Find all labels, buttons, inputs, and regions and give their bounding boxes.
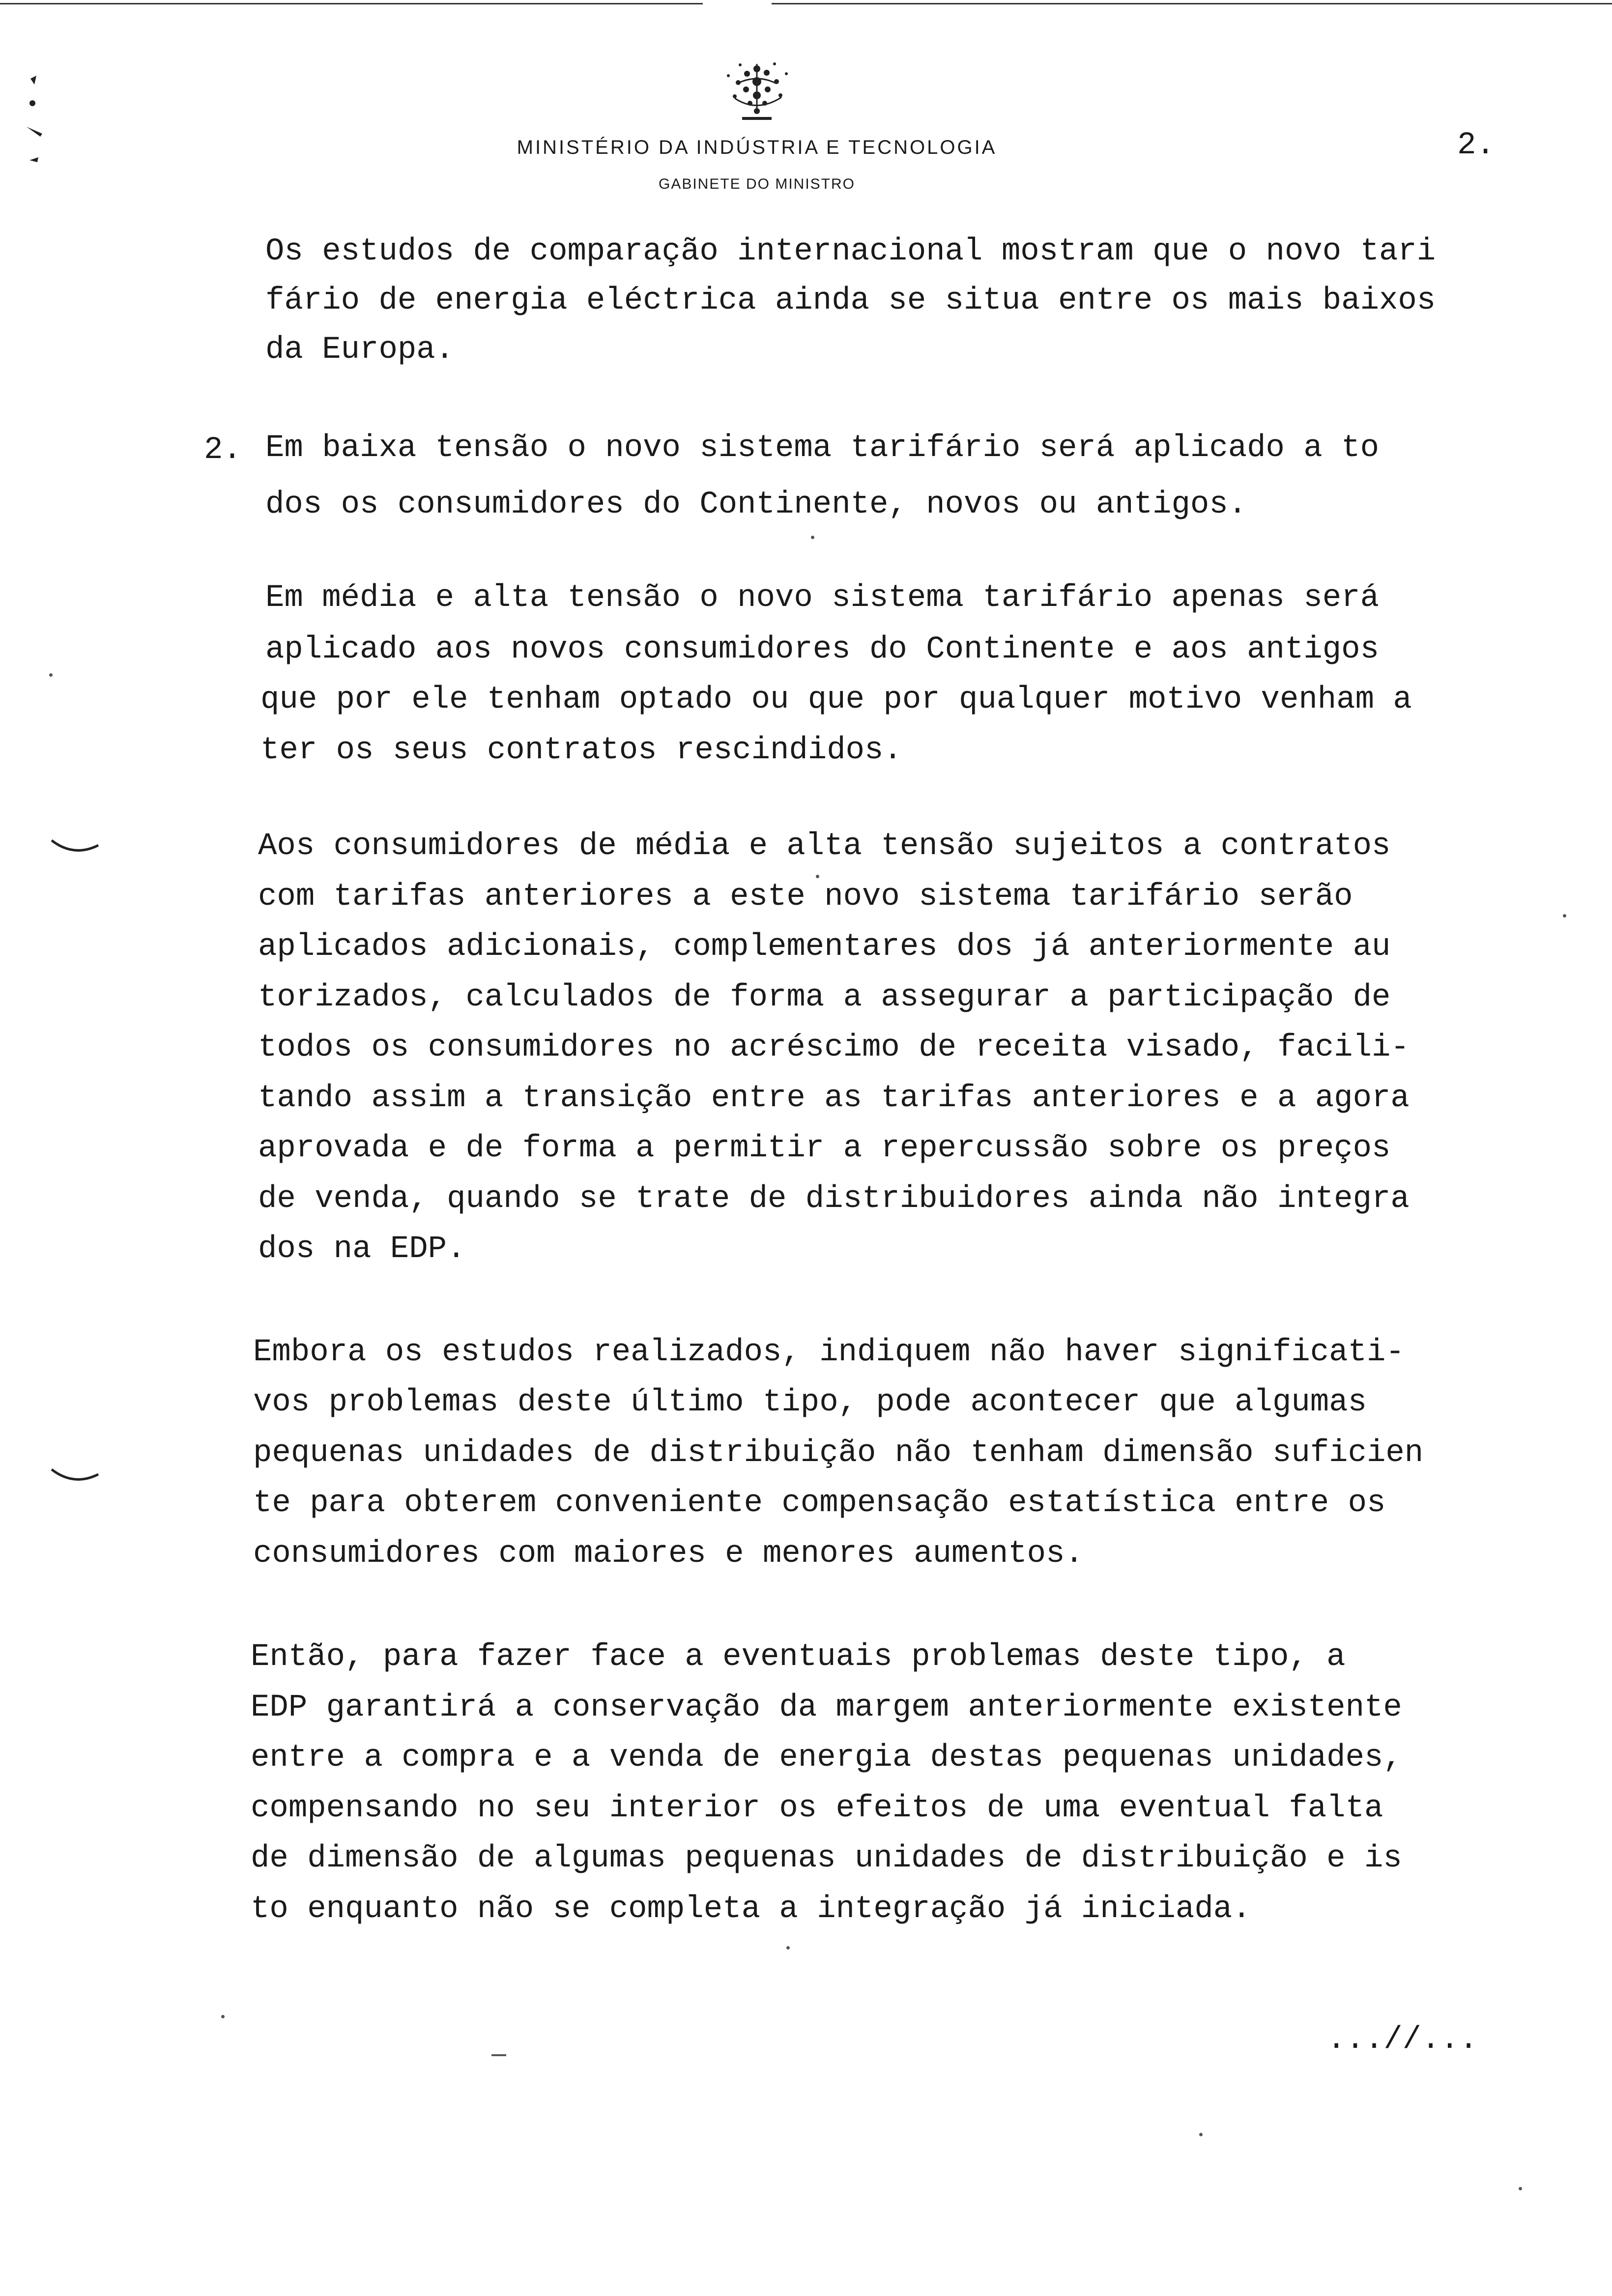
scan-speck xyxy=(811,536,814,539)
paragraph-line: com tarifas anteriores a este novo sistema tarifário serão xyxy=(258,879,1353,915)
scan-speck xyxy=(491,2054,506,2056)
paragraph-line: aprovada e de forma a permitir a repercussão sobre os preços xyxy=(258,1131,1391,1166)
paragraph-line: Em média e alta tensão o novo sistema tarifário apenas será xyxy=(265,580,1379,616)
paragraph-line: torizados, calculados de forma a assegurar a participação de xyxy=(258,980,1391,1015)
item-2-line: dos os consumidores do Continente, novos ou antigos. xyxy=(265,487,1247,522)
margin-curve-icon xyxy=(49,835,103,860)
item-number: 2. xyxy=(204,432,242,468)
intro-line: fário de energia eléctrica ainda se situa entre os mais baixos xyxy=(265,283,1436,318)
top-rule-left xyxy=(0,3,703,4)
paragraph-line: aplicados adicionais, complementares dos já anteriormente au xyxy=(258,929,1391,965)
intro-line: Os estudos de comparação internacional mostram que o novo tari xyxy=(265,234,1436,269)
paragraph-line: pequenas unidades de distribuição não tenham dimensão suficien xyxy=(253,1435,1424,1471)
paragraph-line: todos os consumidores no acréscimo de receita visado, facili- xyxy=(258,1030,1410,1065)
scan-speck xyxy=(221,2015,225,2018)
margin-curve-icon xyxy=(49,1464,103,1489)
paragraph-line: compensando no seu interior os efeitos de uma eventual falta xyxy=(251,1791,1383,1826)
paragraph-line: de dimensão de algumas pequenas unidades de distribuição e is xyxy=(251,1841,1402,1876)
scan-speck xyxy=(1519,2187,1522,2190)
paragraph-line: Aos consumidores de média e alta tensão sujeitos a contratos xyxy=(258,829,1391,864)
scan-speck xyxy=(816,875,819,878)
paragraph-line: vos problemas deste último tipo, pode acontecer que algumas xyxy=(253,1385,1367,1420)
paragraph-line: te para obterem conveniente compensação estatística entre os xyxy=(253,1486,1386,1521)
paragraph-line: ter os seus contratos rescindidos. xyxy=(260,733,902,768)
top-rule-right xyxy=(772,3,1612,4)
scan-speck xyxy=(1199,2133,1203,2136)
paragraph-line: tando assim a transição entre as tarifas anteriores e a agora xyxy=(258,1081,1410,1116)
paragraph-line: to enquanto não se completa a integração já iniciada. xyxy=(251,1892,1251,1927)
ministry-title: MINISTÉRIO DA INDÚSTRIA E TECNOLOGIA xyxy=(517,137,997,158)
binding-marks-icon xyxy=(20,74,59,201)
paragraph-line: Então, para fazer face a eventuais problemas deste tipo, a xyxy=(251,1639,1346,1675)
scan-speck xyxy=(1563,914,1566,918)
paragraph-line: entre a compra e a venda de energia destas pequenas unidades, xyxy=(251,1740,1402,1776)
coat-of-arms-emblem-icon xyxy=(708,54,806,128)
paragraph-line: dos na EDP. xyxy=(258,1232,466,1267)
scan-speck xyxy=(49,673,53,677)
continuation-mark: ...//... xyxy=(1327,2022,1478,2058)
item-2-line: Em baixa tensão o novo sistema tarifário será aplicado a to xyxy=(265,430,1379,466)
paragraph-line: consumidores com maiores e menores aumentos. xyxy=(253,1536,1084,1572)
paragraph-line: EDP garantirá a conservação da margem anteriormente existente xyxy=(251,1690,1402,1725)
cabinet-subtitle: GABINETE DO MINISTRO xyxy=(658,176,856,192)
paragraph-line: Embora os estudos realizados, indiquem não haver significati- xyxy=(253,1335,1405,1370)
scan-speck xyxy=(786,1946,790,1950)
intro-line: da Europa. xyxy=(265,332,455,368)
paragraph-line: aplicado aos novos consumidores do Continente e aos antigos xyxy=(265,632,1379,667)
paragraph-line: que por ele tenham optado ou que por qualquer motivo venham a xyxy=(260,682,1412,718)
paragraph-line: de venda, quando se trate de distribuidores ainda não integra xyxy=(258,1181,1410,1217)
page-number: 2. xyxy=(1457,128,1495,163)
